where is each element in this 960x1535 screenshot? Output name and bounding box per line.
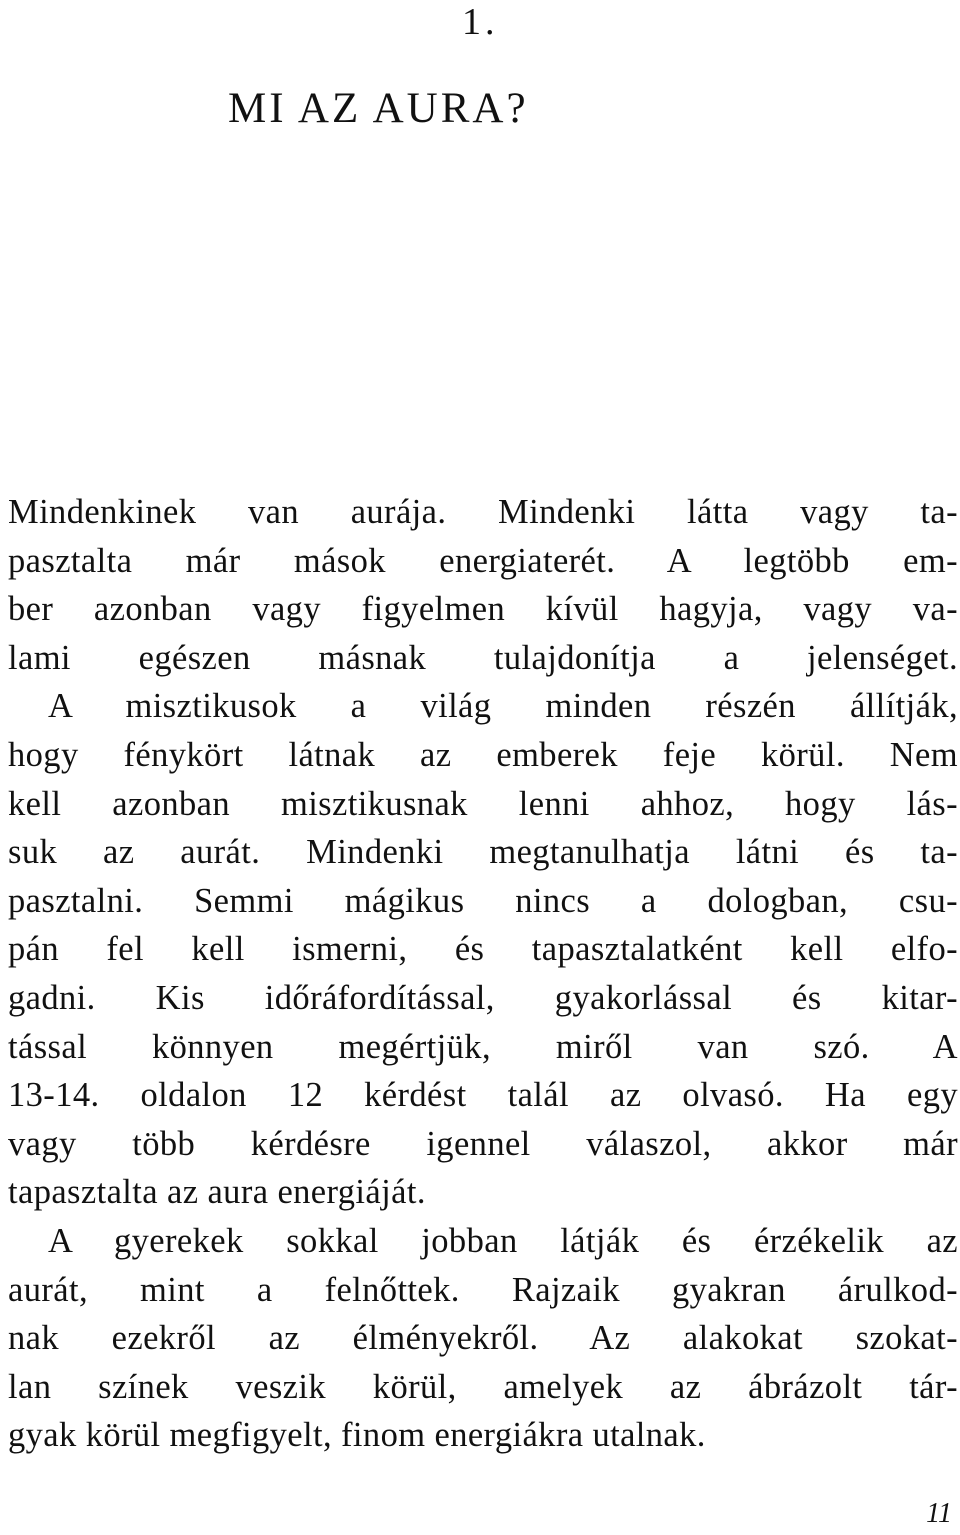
text-line: tással könnyen megértjük, miről van szó. A [8,1027,958,1066]
text-line: ber azonban vagy figyelmen kívül hagyja, vagy va- [8,590,958,629]
chapter-title: MI AZ AURA? [228,85,529,132]
text-line: gyak körül megfigyelt, finom energiákra utalnak. [8,1416,706,1455]
text-line: pasztalta már mások energiaterét. A legtöbb em- [8,541,958,580]
paragraph-3 [8,1217,958,1460]
body-text [8,488,958,1460]
text-line: kell azonban misztikusnak lenni ahhoz, hogy lás- [8,784,958,823]
text-line: gadni. Kis időráfordítással, gyakorlással és kitar- [8,978,958,1017]
text-line: vagy több kérdésre igennel válaszol, akkor már [8,1124,958,1163]
chapter-number: 1. [462,1,499,43]
text-line: A misztikusok a világ minden részén állítják, [48,687,958,726]
text-line: Mindenkinek van aurája. Mindenki látta vagy ta- [8,493,958,531]
text-line: suk az aurát. Mindenki megtanulhatja látni és ta- [8,833,958,872]
text-line: hogy fénykört látnak az emberek feje körül. Nem [8,735,958,774]
paragraph-1 [8,488,958,682]
paragraph-2 [8,682,958,1217]
text-line: pán fel kell ismerni, és tapasztalatként kell elfo- [8,930,958,969]
text-line: lami egészen másnak tulajdonítja a jelenséget. [8,638,958,677]
page-number: 11 [926,1498,952,1529]
text-line: aurát, mint a felnőttek. Rajzaik gyakran árulkod- [8,1270,958,1309]
text-line: lan színek veszik körül, amelyek az ábrázolt tár- [8,1367,958,1406]
text-line: nak ezekről az élményekről. Az alakokat szokat- [8,1319,958,1358]
text-line: A gyerekek sokkal jobban látják és érzékelik az [48,1221,958,1260]
text-line: tapasztalta az aura energiáját. [8,1173,426,1212]
text-line: pasztalni. Semmi mágikus nincs a dologban, csu- [8,881,958,920]
text-line: 13-14. oldalon 12 kérdést talál az olvasó. Ha egy [8,1076,958,1115]
